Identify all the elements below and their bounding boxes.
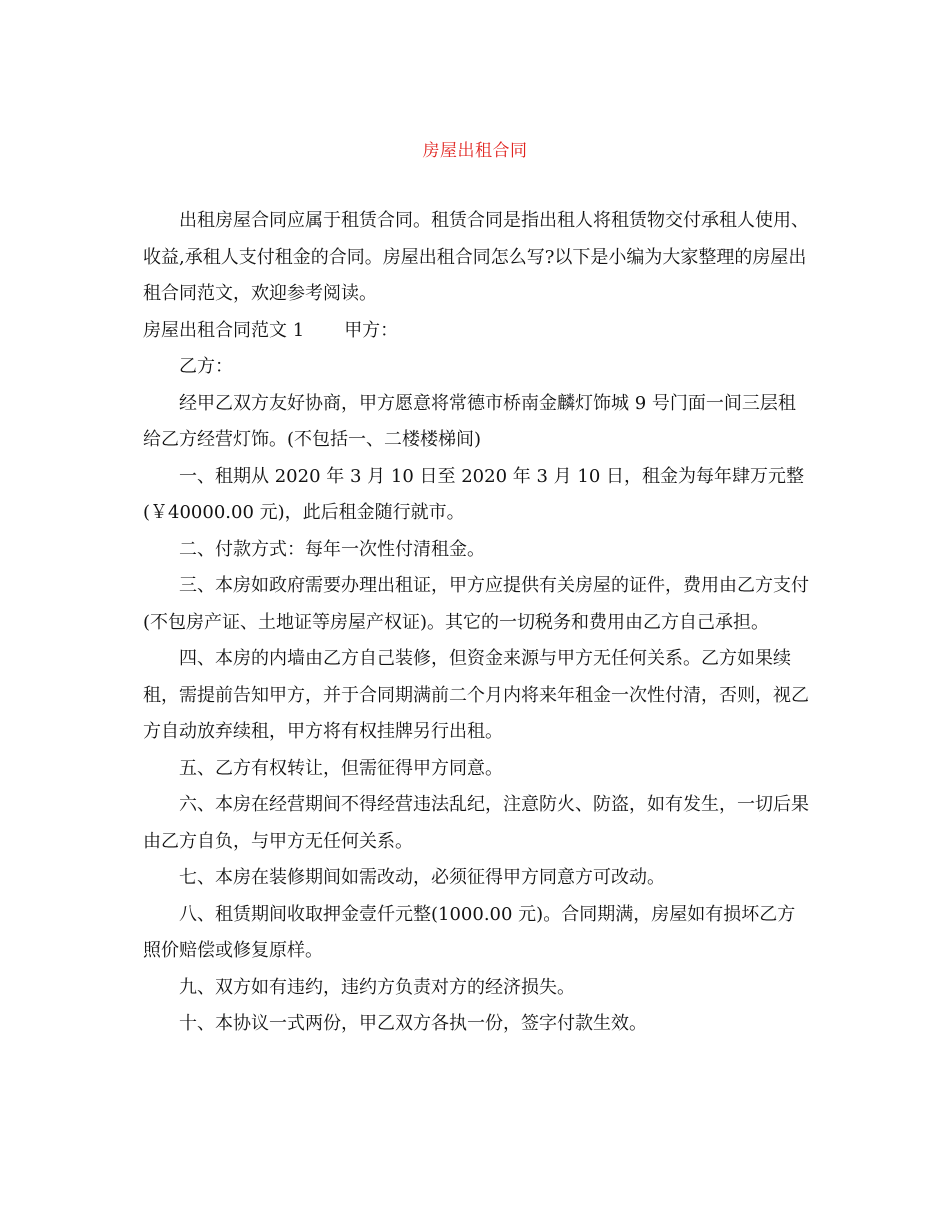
clause-8: 八、租赁期间收取押金壹仟元整(1000.00 元)。合同期满，房屋如有损坏乙方照价赔偿或修复原样。 (143, 903, 796, 961)
sample-heading-line (143, 313, 813, 350)
clause-3: 三、本房如政府需要办理出租证，甲方应提供有关房屋的证件，费用由乙方支付(不包房产证、土地证等房屋产权证)。其它的一切税务和费用由乙方自己承担。 (143, 575, 809, 633)
clause-9: 九、双方如有违约，违约方负责对方的经济损失。 (179, 976, 575, 998)
clause-5: 五、乙方有权转让，但需征得甲方同意。 (179, 757, 503, 779)
preamble-paragraph: 经甲乙双方友好协商，甲方愿意将常德市桥南金麟灯饰城 9 号门面一间三层租给乙方经营灯饰。(不包括一、二楼楼梯间) (143, 392, 796, 450)
clause-7: 七、本房在装修期间如需改动，必须征得甲方同意方可改动。 (179, 867, 665, 888)
document-title: 房屋出租合同 (422, 141, 528, 161)
document-body (143, 203, 813, 1043)
clause-2: 二、付款方式：每年一次性付清租金。 (179, 538, 485, 560)
intro-paragraph: 出租房屋合同应属于租赁合同。租赁合同是指出租人将租赁物交付承租人使用、收益,承租人支付租金的合同。房屋出租合同怎么写?以下是小编为大家整理的房屋出租合同范文，欢迎参考阅读。 (143, 210, 809, 304)
sample-heading: 房屋出租合同范文 1 (143, 319, 305, 341)
party-b-label: 乙方： (179, 356, 233, 377)
clause-1: 一、租期从 2020 年 3 月 10 日至 2020 年 3 月 10 日，租金为每年肆万元整(￥40000.00 元)，此后租金随行就市。 (143, 465, 804, 523)
clause-10: 十、本协议一式两份，甲乙双方各执一份，签字付款生效。 (179, 1013, 647, 1034)
party-a-label: 甲方： (344, 319, 399, 341)
clause-4: 四、本房的内墙由乙方自己装修，但资金来源与甲方无任何关系。乙方如果续租，需提前告知甲方，并于合同期满前二个月内将来年租金一次性付清，否则，视乙方自动放弃续租，甲方将有权挂牌另行出租。 (143, 648, 809, 742)
clause-6: 六、本房在经营期间不得经营违法乱纪，注意防火、防盗，如有发生，一切后果由乙方自负，与甲方无任何关系。 (143, 794, 809, 852)
